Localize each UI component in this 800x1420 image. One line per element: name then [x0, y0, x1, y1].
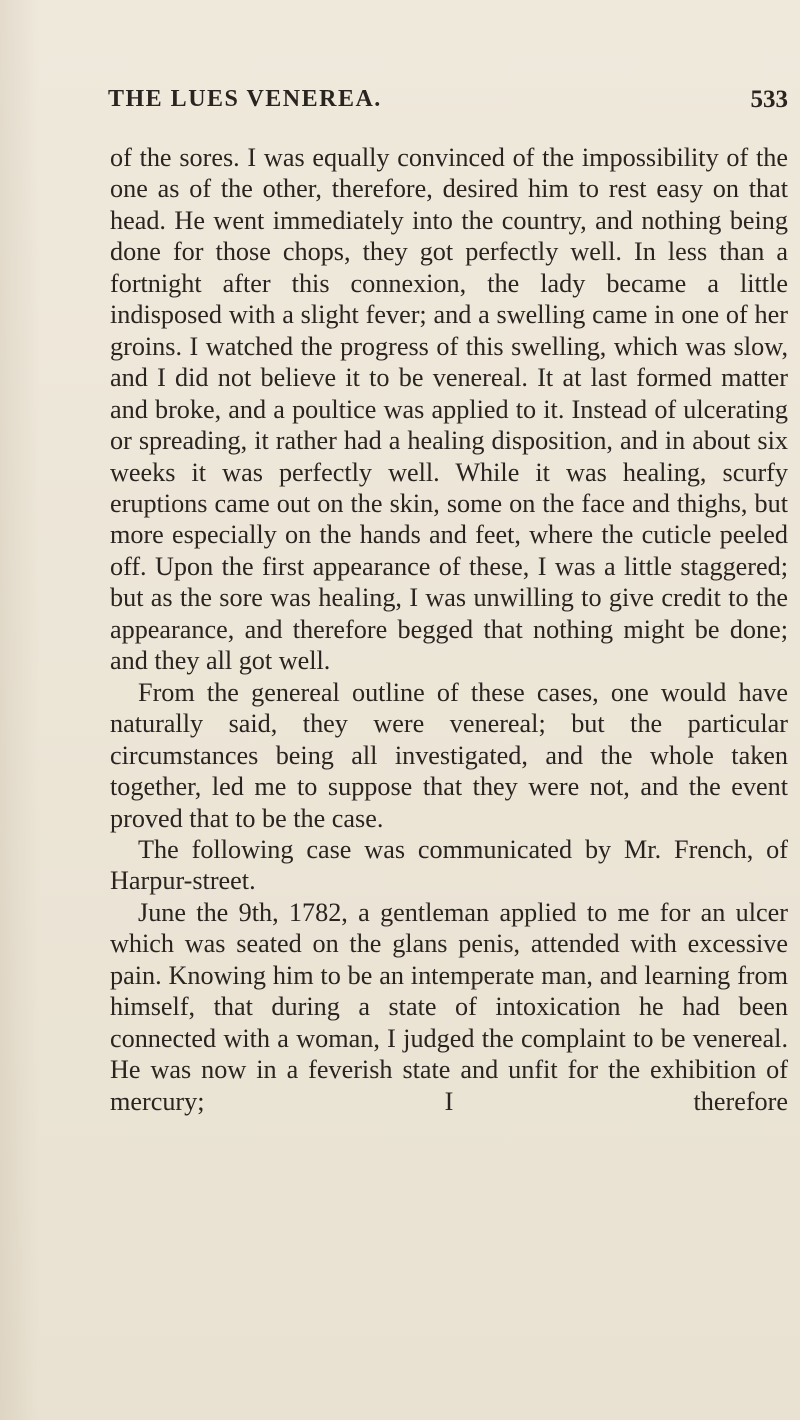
paragraph-continuation: of the sores. I was equally convinced of the impossibility of the one as of the other, therefore, desired him to rest easy on that head. He went immediately into the country, and nothing being done for those chops, they got perfectly well. In less than a fortnight after this connexion, the lady became a little indisposed with a slight fever; and a swelling came in one of her groins. I watched the progress of this swelling, which was slow, and I did not believe it to be venereal. It at last formed matter and broke, and a poultice was applied to it. Instead of ulcerating or spreading, it rather had a healing disposition, and in about six weeks it was perfectly well. While it was healing, scurfy eruptions came out on the skin, some on the face and thighs, but more especially on the hands and feet, where the cuticle peeled off. Upon the first appearance of these, I was a little staggered; but as the sore was healing, I was unwilling to give credit to the appearance, and therefore begged that nothing might be done; and they all got well.: [110, 143, 788, 676]
paragraph-outline: From the genereal outline of these cases, one would have naturally said, they were venereal; but the particular circumstances being all investigated, and the whole taken together, led me to suppose that they were not, and the event proved that to be the case.: [110, 677, 788, 833]
body-text: [110, 142, 788, 1117]
page-header: [108, 86, 788, 120]
page-number: 533: [750, 86, 788, 113]
paragraph-case-june: June the 9th, 1782, a gentleman applied to me for an ulcer which was seated on the glans penis, attended with excessive pain. Knowing him to be an intemperate man, and learning from himself, that during a state of intoxication he had been connected with a woman, I judged the complaint to be venereal. He was now in a feverish state and unfit for the exhibition of mercury; I therefore: [110, 897, 788, 1116]
paragraph-case-intro: The following case was communicated by Mr. French, of Harpur-street.: [110, 834, 788, 896]
running-title: THE LUES VENEREA.: [108, 86, 382, 112]
